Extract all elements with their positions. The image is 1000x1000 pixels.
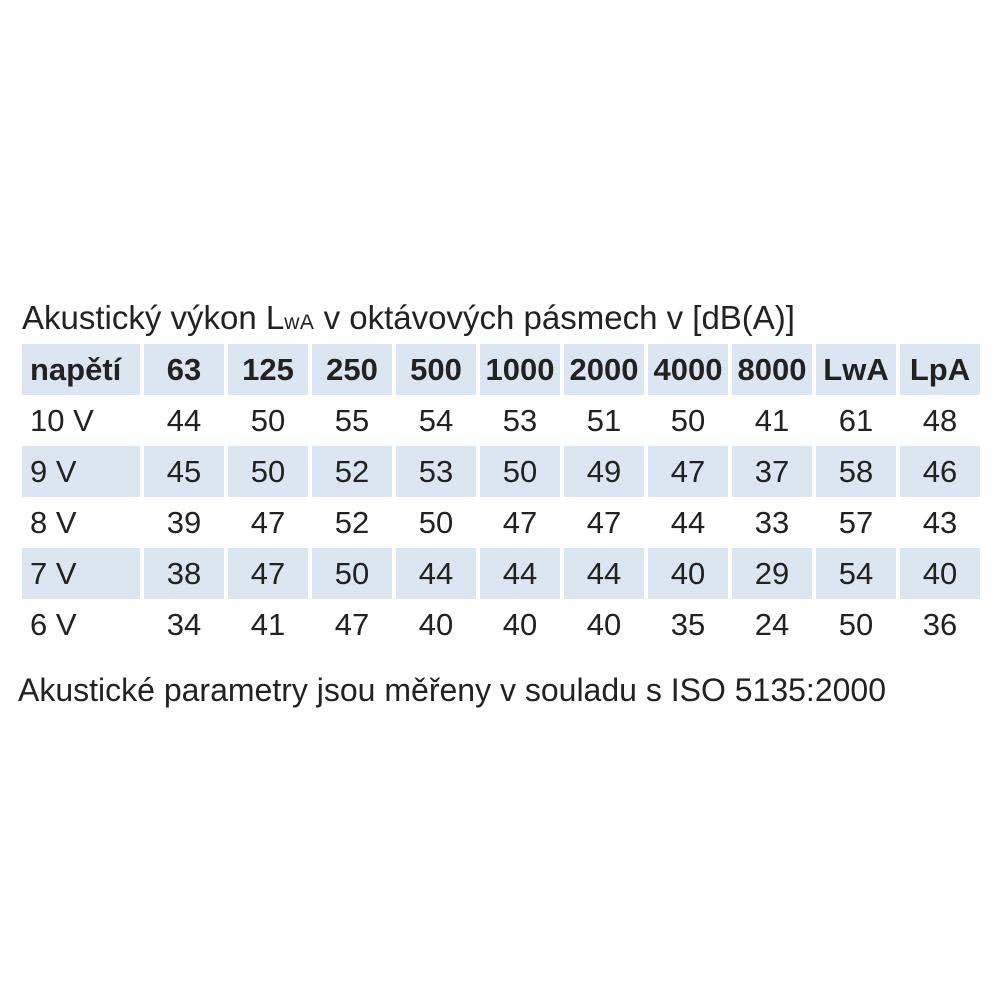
table-cell: 61 — [816, 395, 896, 446]
table-cell: 53 — [480, 395, 560, 446]
table-cell: 51 — [564, 395, 644, 446]
table-cell: 44 — [648, 497, 728, 548]
header-row — [22, 344, 980, 395]
table-cell: 58 — [816, 446, 896, 497]
table-cell: 47 — [312, 599, 392, 650]
table-cell: 50 — [480, 446, 560, 497]
table-cell: 50 — [312, 548, 392, 599]
table-cell: 36 — [900, 599, 980, 650]
row-voltage: 6 V — [22, 599, 140, 650]
table-cell: 47 — [228, 548, 308, 599]
row-voltage: 8 V — [22, 497, 140, 548]
caption-subscript: wA — [284, 311, 315, 334]
table-cell: 47 — [228, 497, 308, 548]
table-cell: 24 — [732, 599, 812, 650]
table-cell: 44 — [396, 548, 476, 599]
table-row — [22, 395, 980, 446]
table-cell: 44 — [480, 548, 560, 599]
table-row — [22, 446, 980, 497]
table-cell: 44 — [564, 548, 644, 599]
table-cell: 40 — [900, 548, 980, 599]
table-cell: 50 — [228, 446, 308, 497]
table-cell: 48 — [900, 395, 980, 446]
table-cell: 40 — [396, 599, 476, 650]
table-cell: 43 — [900, 497, 980, 548]
table-cell: 44 — [144, 395, 224, 446]
table-cell: 50 — [228, 395, 308, 446]
table-cell: 40 — [648, 548, 728, 599]
header-125hz: 125 — [228, 344, 308, 395]
table-cell: 39 — [144, 497, 224, 548]
header-2000hz: 2000 — [564, 344, 644, 395]
header-250hz: 250 — [312, 344, 392, 395]
header-8000hz: 8000 — [732, 344, 812, 395]
header-1000hz: 1000 — [480, 344, 560, 395]
table-cell: 49 — [564, 446, 644, 497]
table-row — [22, 548, 980, 599]
table-cell: 54 — [396, 395, 476, 446]
table-cell: 40 — [480, 599, 560, 650]
header-lpa: LpA — [900, 344, 980, 395]
caption-suffix: v oktávových pásmech v [dB(A)] — [314, 299, 795, 336]
header-63hz: 63 — [144, 344, 224, 395]
table-cell: 35 — [648, 599, 728, 650]
table-row — [22, 599, 980, 650]
table-cell: 50 — [396, 497, 476, 548]
table-cell: 55 — [312, 395, 392, 446]
table-cell: 41 — [732, 395, 812, 446]
table-cell: 50 — [816, 599, 896, 650]
table-cell: 57 — [816, 497, 896, 548]
header-voltage: napětí — [22, 344, 140, 395]
table-cell: 52 — [312, 497, 392, 548]
table-cell: 33 — [732, 497, 812, 548]
table-cell: 52 — [312, 446, 392, 497]
table-cell: 37 — [732, 446, 812, 497]
caption-prefix: Akustický výkon L — [22, 299, 285, 336]
header-4000hz: 4000 — [648, 344, 728, 395]
table-cell: 40 — [564, 599, 644, 650]
table-cell: 46 — [900, 446, 980, 497]
table-caption — [22, 296, 795, 345]
row-voltage: 10 V — [22, 395, 140, 446]
acoustic-power-table — [18, 344, 984, 650]
table-cell: 47 — [648, 446, 728, 497]
row-voltage: 7 V — [22, 548, 140, 599]
table-cell: 47 — [564, 497, 644, 548]
table-cell: 53 — [396, 446, 476, 497]
table-cell: 54 — [816, 548, 896, 599]
row-voltage: 9 V — [22, 446, 140, 497]
table-cell: 50 — [648, 395, 728, 446]
table-cell: 41 — [228, 599, 308, 650]
table-cell: 45 — [144, 446, 224, 497]
table-row — [22, 497, 980, 548]
table-cell: 47 — [480, 497, 560, 548]
table-cell: 38 — [144, 548, 224, 599]
header-lwa: LwA — [816, 344, 896, 395]
table-cell: 29 — [732, 548, 812, 599]
header-500hz: 500 — [396, 344, 476, 395]
table-cell: 34 — [144, 599, 224, 650]
measurement-footnote: Akustické parametry jsou měřeny v souladu s ISO 5135:2000 — [18, 672, 886, 708]
